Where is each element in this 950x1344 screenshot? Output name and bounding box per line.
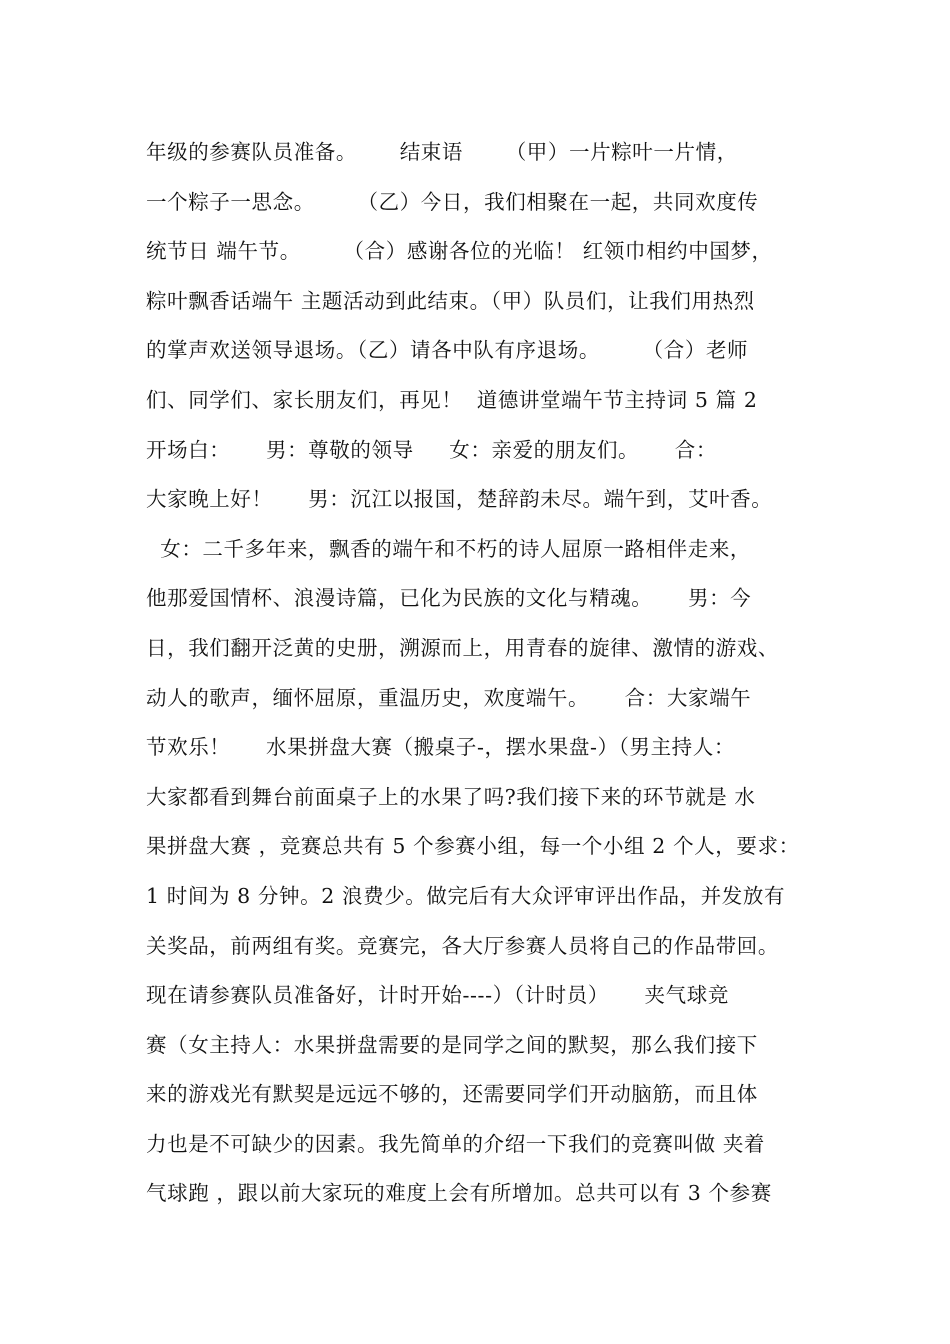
- text-line: 节欢乐！ 水果拼盘大赛（搬桌子-，摆水果盘-）（男主持人：: [146, 735, 735, 760]
- text-line: 日，我们翻开泛黄的史册，溯源而上，用青春的旋律、激情的游戏、: [146, 635, 779, 660]
- text-line: 关奖品，前两组有奖。竞赛完，各大厅参赛人员将自己的作品带回。: [146, 933, 779, 958]
- text-line: 果拼盘大赛 ，竞赛总共有 5 个参赛小组，每一个小组 2 个人，要求：: [146, 834, 800, 859]
- text-line: 开场白： 男：尊敬的领导 女：亲爱的朋友们。 合：: [146, 437, 717, 462]
- text-line: 女：二千多年来，飘香的端午和不朽的诗人屈原一路相伴走来，: [146, 536, 752, 561]
- text-line: 大家都看到舞台前面桌子上的水果了吗?我们接下来的环节就是 水: [146, 784, 756, 809]
- text-line: 赛（女主持人：水果拼盘需要的是同学之间的默契，那么我们接下: [146, 1032, 758, 1057]
- document-body: [146, 128, 826, 1219]
- text-line: 们、同学们、家长朋友们，再见！ 道德讲堂端午节主持词 5 篇 2: [146, 387, 758, 412]
- text-line: 的掌声欢送领导退场。（乙）请各中队有序退场。 （合）老师: [146, 338, 749, 363]
- text-line: 力也是不可缺少的因素。我先简单的介绍一下我们的竞赛叫做 夹着: [146, 1131, 766, 1156]
- text-line: 他那爱国情杯、浪漫诗篇，已化为民族的文化与精魂。 男：今: [146, 586, 752, 611]
- text-line: 动人的歌声，缅怀屈原，重温历史，欢度端午。 合：大家端午: [146, 685, 752, 710]
- text-line: 1 时间为 8 分钟。2 浪费少。做完后有大众评审评出作品，并发放有: [146, 883, 786, 908]
- text-line: 一个粽子一思念。 （乙）今日，我们相聚在一起，共同欢度传: [146, 189, 759, 214]
- text-line: 统节日 端午节。 （合）感谢各位的光临！ 红领巾相约中国梦，: [146, 239, 773, 264]
- text-line: 年级的参赛队员准备。 结束语 （甲）一片粽叶一片情，: [146, 140, 738, 164]
- text-line: 现在请参赛队员准备好，计时开始----）（计时员） 夹气球竞: [146, 983, 729, 1008]
- text-line: 大家晚上好！ 男：沉江以报国，楚辞韵未尽。端午到，艾叶香。: [146, 487, 773, 512]
- text-line: 气球跑 ，跟以前大家玩的难度上会有所增加。总共可以有 3 个参赛: [146, 1181, 772, 1206]
- text-line: 来的游戏光有默契是远远不够的，还需要同学们开动脑筋，而且体: [146, 1082, 758, 1107]
- text-line: 粽叶飘香话端午 主题活动到此结束。（甲）队员们，让我们用热烈: [146, 288, 755, 313]
